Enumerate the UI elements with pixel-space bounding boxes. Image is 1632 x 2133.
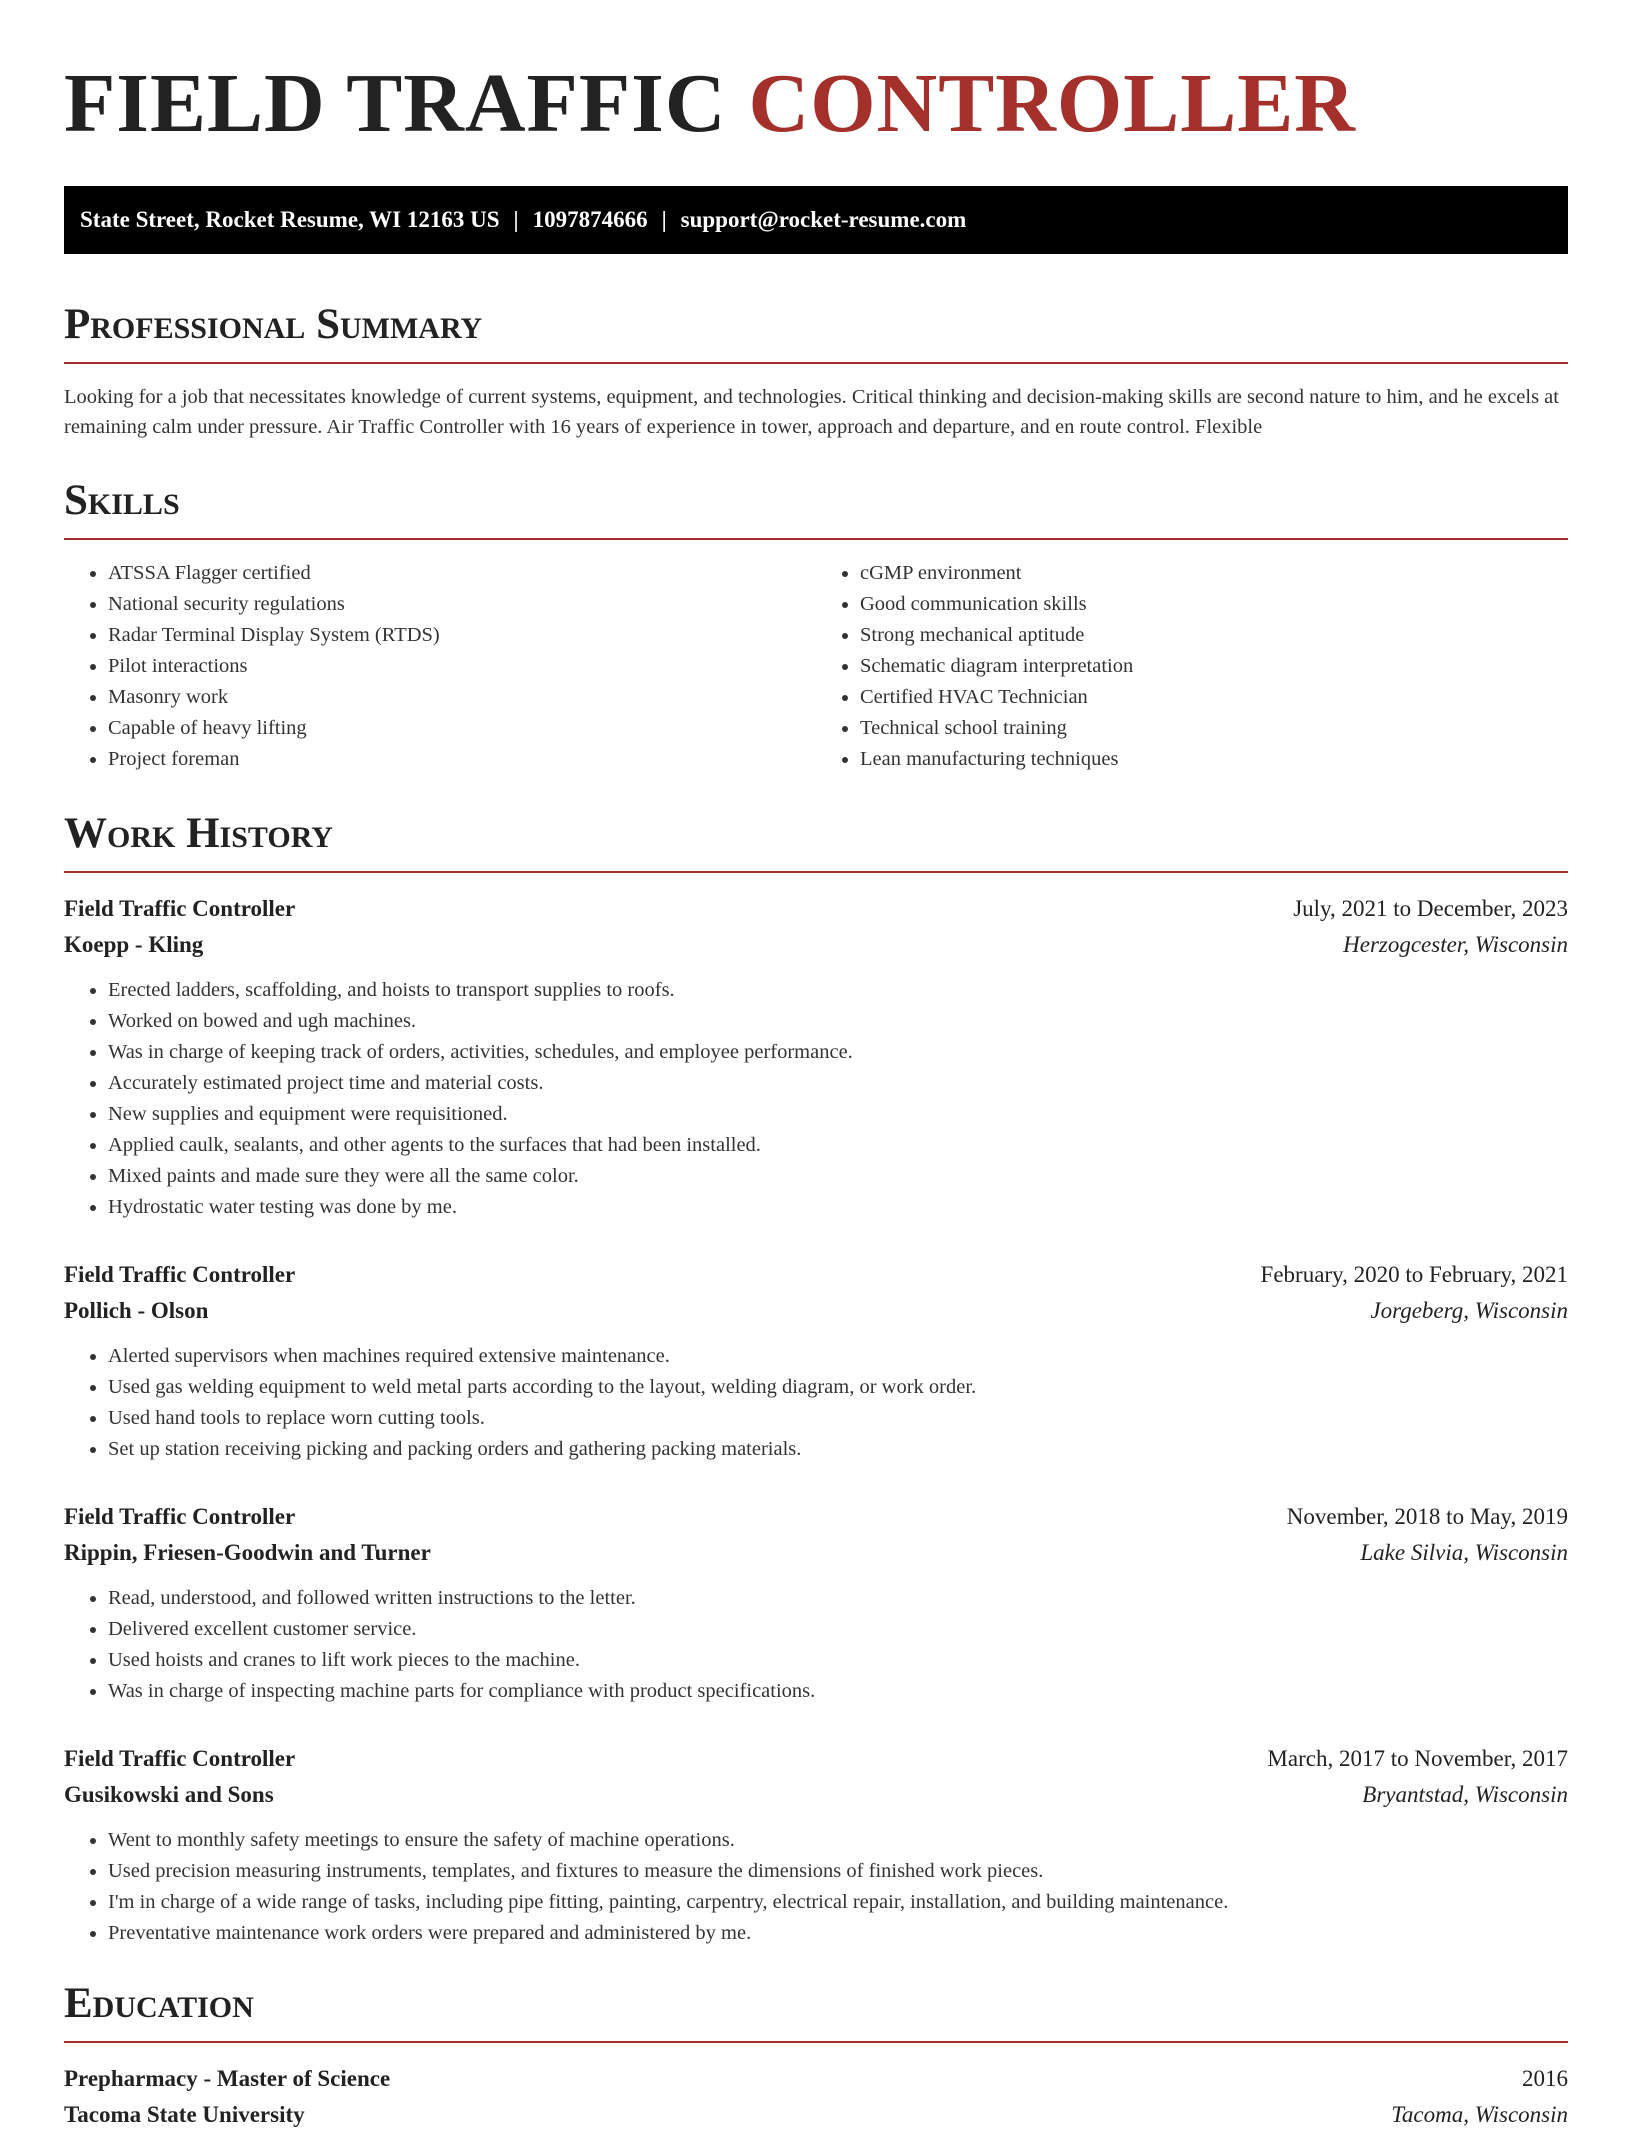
skill-item: • Good communication skills <box>860 589 1568 620</box>
job-company: Koepp - Kling <box>64 932 204 957</box>
job-dates: February, 2020 to February, 2021 <box>1260 1262 1568 1287</box>
job-company-row <box>64 1777 1568 1813</box>
skill-item: • Project foreman <box>108 744 816 775</box>
job-bullet: • Used hoists and cranes to lift work pieces to the machine. <box>108 1645 1568 1676</box>
job-header-row <box>64 1257 1568 1293</box>
job-title: Field Traffic Controller <box>64 1262 296 1287</box>
summary-text: Looking for a job that necessitates knowledge of current systems, equipment, and technologies. Critical thinking and decision-making skills are second nature to him, and he excels at remaining calm under pressure. Air Traffic Controller with 16 years of experience in tower, approach and departure, and en route control. Flexible <box>64 386 1559 438</box>
skill-item: • ATSSA Flagger certified <box>108 558 816 589</box>
job-company-row <box>64 927 1568 963</box>
job-header-row <box>64 891 1568 927</box>
skills-list-left <box>64 558 816 775</box>
job-bullet: • I'm in charge of a wide range of tasks, including pipe fitting, painting, carpentry, electrical repair, installation, and building maintenance. <box>108 1887 1568 1918</box>
education-year: 2016 <box>1522 2066 1568 2091</box>
skill-item: • National security regulations <box>108 589 816 620</box>
skill-item: • Masonry work <box>108 682 816 713</box>
contact-address: State Street, Rocket Resume, WI 12163 US <box>80 207 500 232</box>
section-divider <box>64 362 1568 364</box>
skill-item: • Technical school training <box>860 713 1568 744</box>
skill-item: • Pilot interactions <box>108 651 816 682</box>
section-divider <box>64 538 1568 540</box>
job-header-row <box>64 1741 1568 1777</box>
name-last: CONTROLLER <box>748 57 1356 150</box>
job-company-row <box>64 1293 1568 1329</box>
job-dates: July, 2021 to December, 2023 <box>1293 896 1568 921</box>
job-bullet: • Hydrostatic water testing was done by me. <box>108 1192 1568 1223</box>
skill-item: • Schematic diagram interpretation <box>860 651 1568 682</box>
contact-separator: | <box>513 207 519 232</box>
education-section <box>64 1979 1568 2133</box>
job-bullet: • Used gas welding equipment to weld metal parts according to the layout, welding diagram, or work order. <box>108 1372 1568 1403</box>
job-entry <box>64 891 1568 1223</box>
job-title: Field Traffic Controller <box>64 1504 296 1529</box>
job-company: Gusikowski and Sons <box>64 1782 274 1807</box>
job-company: Pollich - Olson <box>64 1298 209 1323</box>
job-company-row <box>64 1535 1568 1571</box>
job-bullet: • Applied caulk, sealants, and other agents to the surfaces that had been installed. <box>108 1130 1568 1161</box>
job-bullets <box>64 1583 1568 1707</box>
skills-section <box>64 476 1568 775</box>
job-bullet: • Alerted supervisors when machines required extensive maintenance. <box>108 1341 1568 1372</box>
job-bullets <box>64 975 1568 1223</box>
job-bullet: • Mixed paints and made sure they were all the same color. <box>108 1161 1568 1192</box>
skill-item: • cGMP environment <box>860 558 1568 589</box>
job-bullet: • Was in charge of keeping track of orders, activities, schedules, and employee performance. <box>108 1037 1568 1068</box>
job-bullet: • Set up station receiving picking and packing orders and gathering packing materials. <box>108 1434 1568 1465</box>
skills-columns <box>64 558 1568 775</box>
job-bullet: • Was in charge of inspecting machine parts for compliance with product specifications. <box>108 1676 1568 1707</box>
contact-bar <box>64 186 1568 254</box>
job-bullets <box>64 1825 1568 1949</box>
job-dates: November, 2018 to May, 2019 <box>1286 1504 1568 1529</box>
contact-email[interactable]: support@rocket-resume.com <box>680 207 967 232</box>
job-bullet: • Read, understood, and followed written instructions to the letter. <box>108 1583 1568 1614</box>
job-company: Rippin, Friesen-Goodwin and Turner <box>64 1540 431 1565</box>
contact-separator: | <box>661 207 667 232</box>
skill-item: • Strong mechanical aptitude <box>860 620 1568 651</box>
job-location: Herzogcester, Wisconsin <box>1343 932 1568 957</box>
job-bullets <box>64 1341 1568 1465</box>
job-entry <box>64 1741 1568 1949</box>
skill-item: • Radar Terminal Display System (RTDS) <box>108 620 816 651</box>
education-header-row <box>64 2061 1568 2097</box>
job-title: Field Traffic Controller <box>64 1746 296 1771</box>
job-dates: March, 2017 to November, 2017 <box>1267 1746 1568 1771</box>
job-bullet: • Used hand tools to replace worn cutting tools. <box>108 1403 1568 1434</box>
job-bullet: • Worked on bowed and ugh machines. <box>108 1006 1568 1037</box>
job-bullet: • Delivered excellent customer service. <box>108 1614 1568 1645</box>
work-history-section <box>64 809 1568 1949</box>
skill-item: • Certified HVAC Technician <box>860 682 1568 713</box>
job-bullet: • Went to monthly safety meetings to ensure the safety of machine operations. <box>108 1825 1568 1856</box>
skill-item: • Capable of heavy lifting <box>108 713 816 744</box>
education-location: Tacoma, Wisconsin <box>1391 2102 1568 2127</box>
job-bullet: • Used precision measuring instruments, templates, and fixtures to measure the dimensions of finished work pieces. <box>108 1856 1568 1887</box>
summary-heading: Professional Summary <box>64 301 483 348</box>
section-divider <box>64 871 1568 873</box>
education-heading: Education <box>64 1980 254 2027</box>
job-location: Bryantstad, Wisconsin <box>1362 1782 1568 1807</box>
summary-section <box>64 300 1568 442</box>
education-school-row <box>64 2097 1568 2133</box>
section-divider <box>64 2041 1568 2043</box>
skills-list-right <box>816 558 1568 775</box>
job-header-row <box>64 1499 1568 1535</box>
contact-phone[interactable]: 1097874666 <box>532 207 648 232</box>
job-bullet: • Preventative maintenance work orders were prepared and administered by me. <box>108 1918 1568 1949</box>
name-first: FIELD TRAFFIC <box>64 57 727 150</box>
job-location: Lake Silvia, Wisconsin <box>1360 1540 1568 1565</box>
skills-heading: Skills <box>64 477 180 524</box>
skill-item: • Lean manufacturing techniques <box>860 744 1568 775</box>
job-entry <box>64 1257 1568 1465</box>
job-title: Field Traffic Controller <box>64 896 296 921</box>
candidate-name <box>64 56 1568 152</box>
job-entry <box>64 1499 1568 1707</box>
job-bullet: • Erected ladders, scaffolding, and hoists to transport supplies to roofs. <box>108 975 1568 1006</box>
job-bullet: • New supplies and equipment were requisitioned. <box>108 1099 1568 1130</box>
job-bullet: • Accurately estimated project time and material costs. <box>108 1068 1568 1099</box>
education-school: Tacoma State University <box>64 2102 305 2127</box>
job-location: Jorgeberg, Wisconsin <box>1370 1298 1568 1323</box>
work-history-heading: Work History <box>64 810 333 857</box>
education-degree: Prepharmacy - Master of Science <box>64 2066 391 2091</box>
